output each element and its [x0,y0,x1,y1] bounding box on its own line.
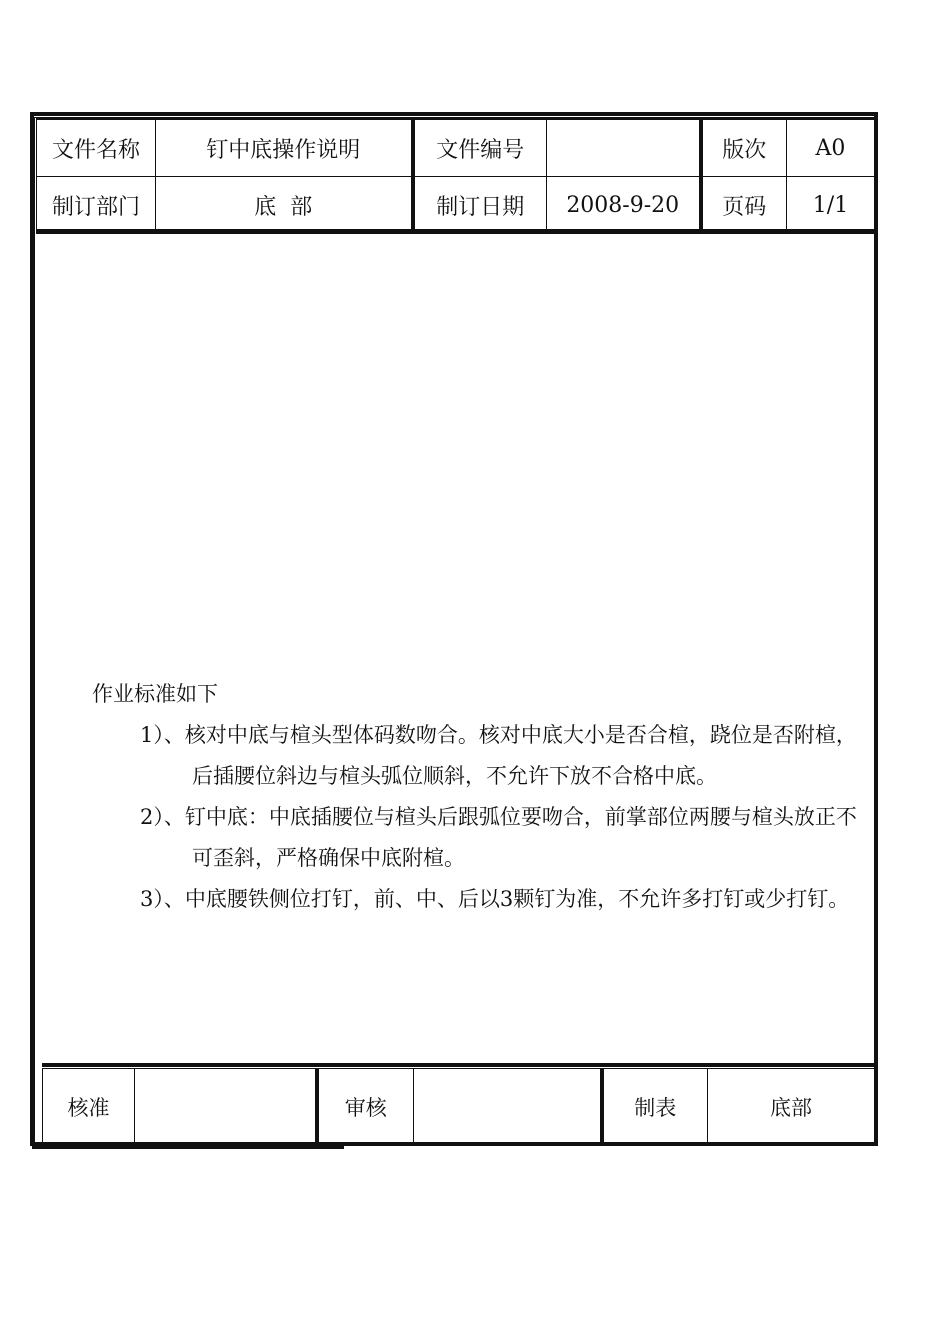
prepared-label: 制表 [602,1069,708,1146]
instruction-item-2: 2）、钉中底：中底插腰位与楦头后跟弧位要吻合，前掌部位两腰与楦头放正不可歪斜，严格确保中底附楦。 [140,805,857,870]
approve-value [135,1069,317,1146]
review-value [414,1069,602,1146]
file-no-label: 文件编号 [413,119,547,177]
version-label: 版次 [701,119,787,177]
instructions [92,674,877,920]
approve-label: 核准 [43,1069,135,1146]
document-frame [30,112,878,1146]
review-label: 审核 [317,1069,414,1146]
dept-value: 底 部 [156,177,413,234]
page-value: 1/1 [787,177,875,234]
date-value: 2008-9-20 [547,177,701,234]
file-name-value: 钉中底操作说明 [156,119,413,177]
page-label: 页码 [701,177,787,234]
instruction-item-1: 1）、核对中底与楦头型体码数吻合。核对中底大小是否合楦，跷位是否附楦，后插腰位斜边与楦头弧位顺斜，不允许下放不合格中底。 [140,723,857,788]
header-row-2 [37,177,875,234]
version-value: A0 [787,119,875,177]
signature-table [42,1068,875,1146]
file-no-value [547,119,701,177]
footer-top-rule [42,1063,874,1067]
header-row-1 [37,119,875,177]
signature-row [43,1069,875,1146]
header-table [36,118,875,234]
instructions-heading: 作业标准如下 [92,682,218,706]
dept-label: 制订部门 [37,177,156,234]
instruction-item-3: 3）、中底腰铁侧位打钉，前、中、后以3颗钉为准，不允许多打钉或少打钉。 [140,887,850,911]
header-bottom-rule [36,229,874,233]
prepared-value: 底部 [708,1069,875,1146]
file-name-label: 文件名称 [37,119,156,177]
footer-underline [32,1146,344,1149]
date-label: 制订日期 [413,177,547,234]
